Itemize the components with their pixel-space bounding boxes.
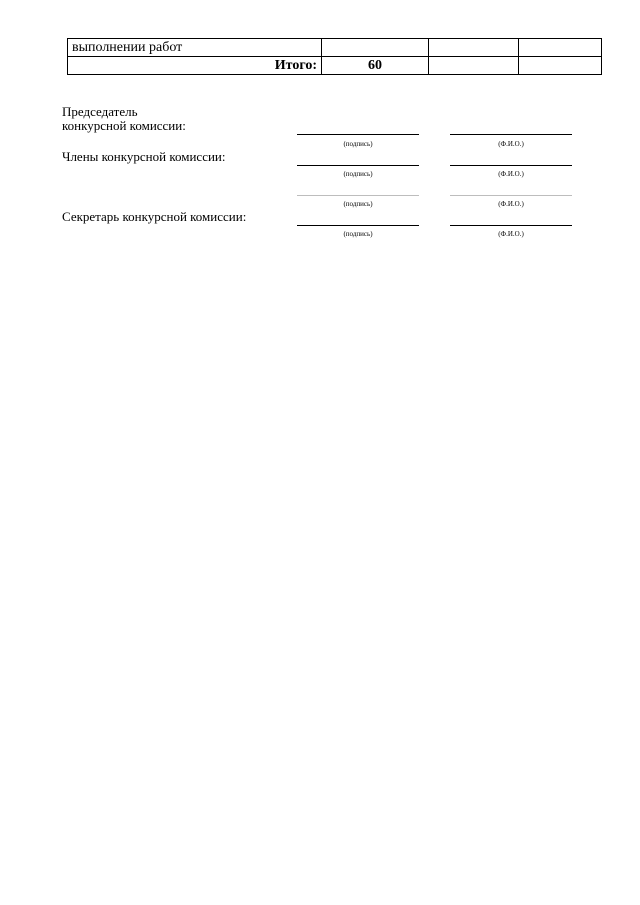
total-label: Итого:	[68, 57, 322, 75]
members-label: Члены конкурсной комиссии:	[62, 149, 226, 164]
chairman-name-line	[450, 134, 572, 135]
chairman-name-caption: (Ф.И.О.)	[498, 140, 524, 148]
table-total-row	[68, 57, 602, 75]
member2-signature-line	[297, 195, 419, 196]
chairman-signature-line	[297, 134, 419, 135]
table-row	[68, 39, 602, 57]
table-cell-empty	[429, 39, 519, 57]
member1-name-caption: (Ф.И.О.)	[498, 170, 524, 178]
table-cell-empty	[519, 57, 602, 75]
table-cell-empty	[519, 39, 602, 57]
evaluation-table-tail	[67, 38, 602, 75]
table-cell-empty	[429, 57, 519, 75]
chairman-label-line2: конкурсной комиссии:	[62, 118, 186, 133]
secretary-signature-caption: (подпись)	[343, 230, 373, 238]
member2-name-caption: (Ф.И.О.)	[498, 200, 524, 208]
secretary-name-caption: (Ф.И.О.)	[498, 230, 524, 238]
member1-name-line	[450, 165, 572, 166]
total-value: 60	[322, 57, 429, 75]
table-cell-empty	[322, 39, 429, 57]
secretary-signature-line	[297, 225, 419, 226]
member1-signature-caption: (подпись)	[343, 170, 373, 178]
chairman-signature-caption: (подпись)	[343, 140, 373, 148]
member2-signature-caption: (подпись)	[343, 200, 373, 208]
secretary-label: Секретарь конкурсной комиссии:	[62, 209, 247, 224]
chairman-label-line1: Председатель	[62, 104, 138, 119]
member1-signature-line	[297, 165, 419, 166]
table-cell-criterion: выполнении работ	[68, 39, 322, 57]
secretary-name-line	[450, 225, 572, 226]
member2-name-line	[450, 195, 572, 196]
